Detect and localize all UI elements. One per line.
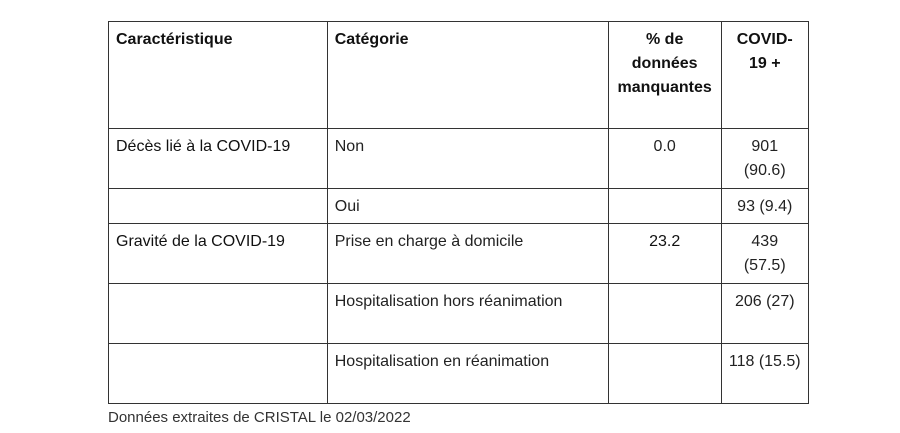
cell-pct-manquantes: 23.2 [608, 224, 721, 284]
cell-covid: 93 (9.4) [721, 189, 809, 224]
header-categorie: Catégorie [327, 22, 608, 129]
source-footnote: Données extraites de CRISTAL le 02/03/2022 [108, 409, 411, 426]
cell-categorie: Hospitalisation hors réanimation [327, 284, 608, 344]
cell-covid: 901 (90.6) [721, 129, 809, 189]
table-header-row [109, 22, 809, 129]
table-row [109, 284, 809, 344]
cell-categorie: Hospitalisation en réanimation [327, 344, 608, 404]
data-table [108, 21, 809, 404]
cell-pct-manquantes [608, 284, 721, 344]
cell-pct-manquantes [608, 189, 721, 224]
header-pct-manquantes: % de données manquantes [608, 22, 721, 129]
cell-categorie: Non [327, 129, 608, 189]
table-row [109, 224, 809, 284]
cell-categorie: Oui [327, 189, 608, 224]
table-row [109, 344, 809, 404]
cell-covid: 118 (15.5) [721, 344, 809, 404]
cell-caracteristique [109, 189, 328, 224]
table-row [109, 189, 809, 224]
cell-caracteristique: Décès lié à la COVID-19 [109, 129, 328, 189]
header-caracteristique: Caractéristique [109, 22, 328, 129]
header-covid: COVID-19 + [721, 22, 809, 129]
cell-pct-manquantes [608, 344, 721, 404]
cell-caracteristique: Gravité de la COVID-19 [109, 224, 328, 284]
cell-caracteristique [109, 284, 328, 344]
cell-covid: 439 (57.5) [721, 224, 809, 284]
cell-pct-manquantes: 0.0 [608, 129, 721, 189]
cell-categorie: Prise en charge à domicile [327, 224, 608, 284]
cell-covid: 206 (27) [721, 284, 809, 344]
table-row [109, 129, 809, 189]
cell-caracteristique [109, 344, 328, 404]
